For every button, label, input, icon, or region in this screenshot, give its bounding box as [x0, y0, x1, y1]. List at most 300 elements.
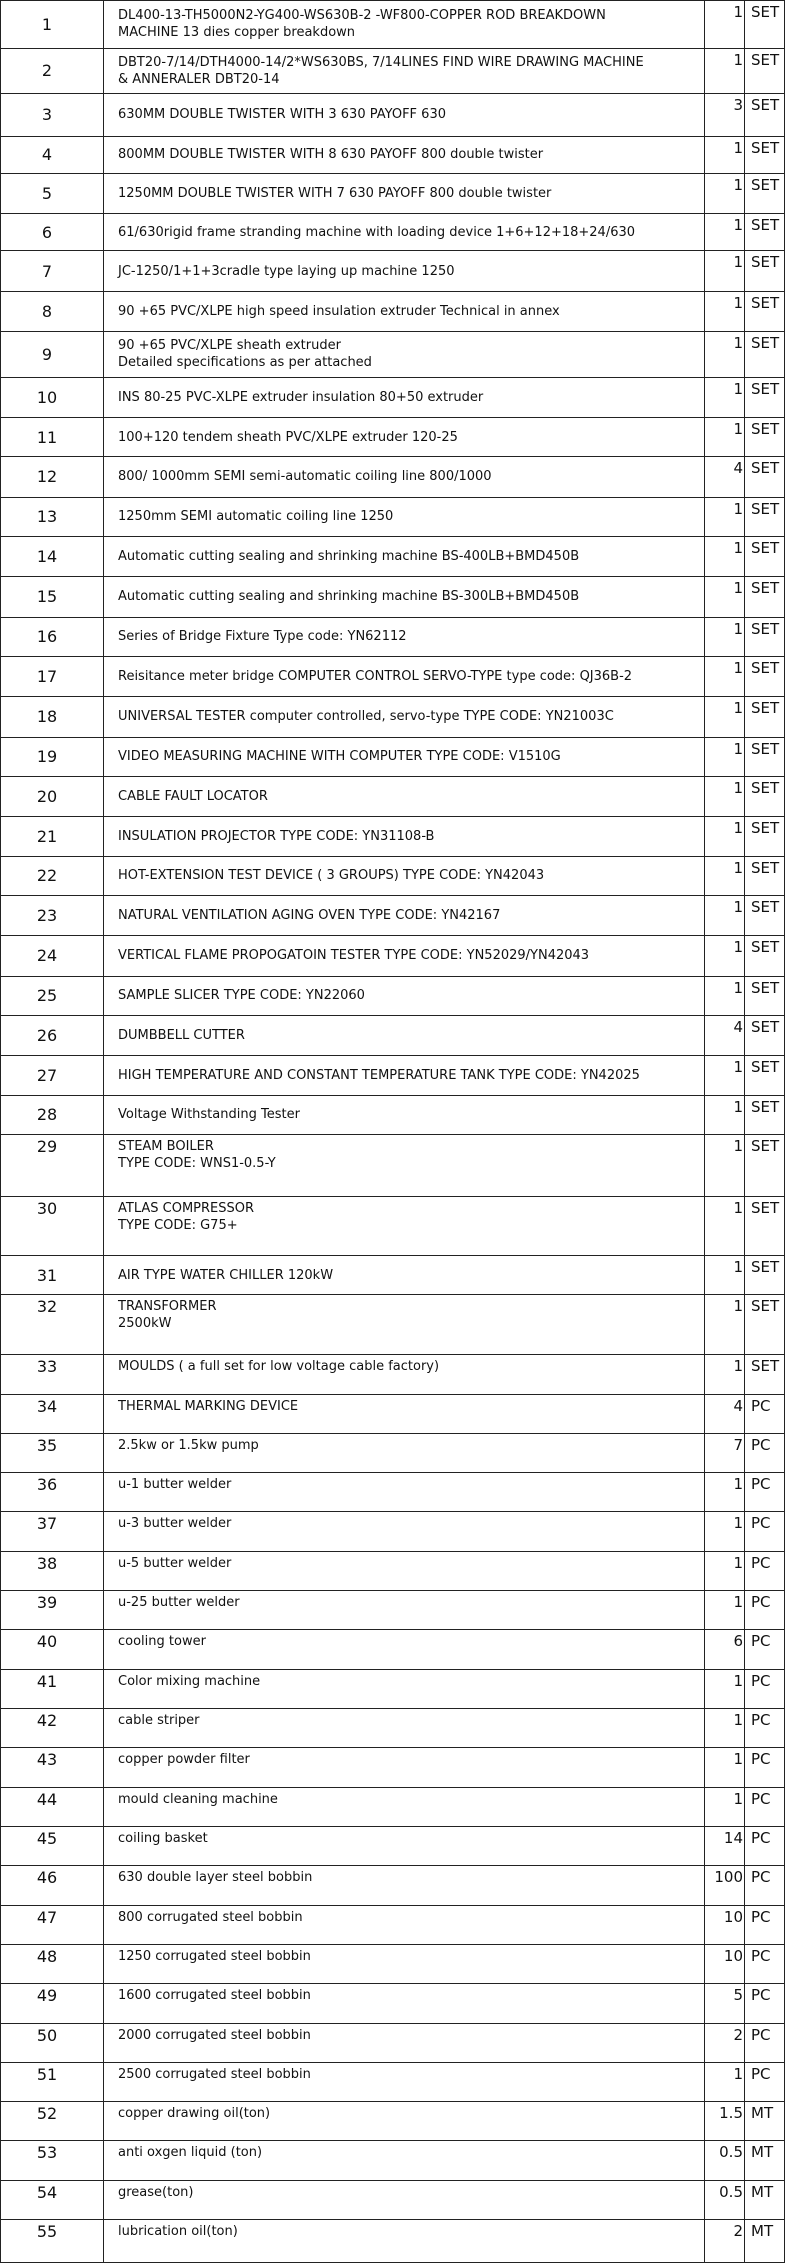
quantity-cell — [705, 737, 745, 776]
quantity-cell — [705, 1669, 745, 1708]
item-number-cell — [1, 2062, 104, 2101]
item-description-line: DL400-13-TH5000N2-YG400-WS630B-2 -WF800-COPPER ROD BREAKDOWN — [118, 8, 606, 24]
unit-value: SET — [751, 1058, 780, 1077]
quantity-cell — [705, 656, 745, 696]
table-row — [1, 251, 800, 291]
unit-value: MT — [751, 2143, 774, 2162]
item-description-line: TRANSFORMER — [118, 1299, 217, 1315]
item-description-line: STEAM BOILER — [118, 1138, 214, 1154]
table-row — [1, 1669, 800, 1708]
item-number: 26 — [36, 1026, 58, 1046]
item-number-cell — [1, 1787, 104, 1826]
row-edge-cell — [785, 1709, 800, 1748]
unit-value: PC — [751, 1986, 771, 2005]
unit-cell — [745, 936, 785, 976]
unit-value: SET — [751, 216, 780, 235]
item-number-cell — [1, 48, 104, 94]
item-description-line: 100+120 tendem sheath PVC/XLPE extruder 120-25 — [118, 429, 458, 445]
quantity-cell — [705, 1866, 745, 1905]
table-row — [1, 1630, 800, 1669]
item-number-cell — [1, 2180, 104, 2219]
quantity-cell — [705, 1512, 745, 1551]
unit-value: SET — [751, 778, 780, 797]
quantity-value: 1 — [733, 778, 743, 797]
unit-value: SET — [751, 1017, 780, 1036]
item-description-cell — [104, 1095, 705, 1134]
unit-value: PC — [751, 1946, 771, 1965]
item-number: 35 — [36, 1435, 58, 1455]
item-number-cell — [1, 1944, 104, 1983]
quantity-cell — [705, 497, 745, 536]
item-number-cell — [1, 377, 104, 417]
quantity-cell — [705, 2062, 745, 2101]
item-number-cell — [1, 332, 104, 378]
quantity-value: 2 — [733, 2222, 743, 2241]
item-description-cell — [104, 737, 705, 776]
quantity-cell — [705, 1095, 745, 1134]
quantity-cell — [705, 291, 745, 331]
row-edge-cell — [785, 617, 800, 656]
table-row — [1, 617, 800, 656]
quantity-cell — [705, 1433, 745, 1472]
quantity-cell — [705, 1473, 745, 1512]
row-edge-cell — [785, 697, 800, 737]
item-number-cell — [1, 1394, 104, 1433]
unit-cell — [745, 1512, 785, 1551]
item-description-cell — [104, 1056, 705, 1095]
item-description-line: 630MM DOUBLE TWISTER WITH 3 630 PAYOFF 630 — [118, 107, 446, 123]
item-number-cell — [1, 1355, 104, 1394]
quantity-cell — [705, 1591, 745, 1630]
item-description-cell — [104, 817, 705, 856]
unit-value: SET — [751, 293, 780, 312]
item-number: 33 — [36, 1357, 58, 1377]
quantity-value: 1 — [733, 1671, 743, 1690]
quantity-value: 1 — [733, 1553, 743, 1572]
table-row — [1, 1866, 800, 1905]
table-row — [1, 1709, 800, 1748]
item-number: 9 — [41, 344, 53, 364]
item-description-cell — [104, 856, 705, 895]
row-edge-cell — [785, 1, 800, 49]
item-description-line: TYPE CODE: G75+ — [118, 1217, 238, 1233]
item-number-cell — [1, 1295, 104, 1355]
unit-cell — [745, 1, 785, 49]
item-number-cell — [1, 2102, 104, 2141]
unit-cell — [745, 1433, 785, 1472]
quantity-value: 1 — [733, 938, 743, 957]
row-edge-cell — [785, 1787, 800, 1826]
row-edge-cell — [785, 936, 800, 976]
table-row — [1, 417, 800, 456]
unit-value: SET — [751, 978, 780, 997]
item-number: 55 — [36, 2222, 58, 2242]
unit-value: PC — [751, 1671, 771, 1690]
item-number: 27 — [36, 1065, 58, 1085]
item-description-line: u-25 butter welder — [118, 1595, 240, 1611]
item-description-line: 630 double layer steel bobbin — [118, 1870, 313, 1886]
item-description-line: DUMBBELL CUTTER — [118, 1028, 245, 1044]
row-edge-cell — [785, 173, 800, 213]
table-row — [1, 737, 800, 776]
item-description-cell — [104, 776, 705, 816]
table-row — [1, 1591, 800, 1630]
item-number-cell — [1, 737, 104, 776]
quantity-cell — [705, 776, 745, 816]
table-row — [1, 332, 800, 378]
row-edge-cell — [785, 536, 800, 576]
row-edge-cell — [785, 1866, 800, 1905]
table-body — [1, 1, 800, 2263]
item-number-cell — [1, 1984, 104, 2023]
item-number-cell — [1, 1591, 104, 1630]
quantity-cell — [705, 1295, 745, 1355]
unit-cell — [745, 2141, 785, 2180]
item-description-line: u-3 butter welder — [118, 1516, 232, 1532]
quantity-cell — [705, 136, 745, 173]
item-description-line: THERMAL MARKING DEVICE — [118, 1398, 299, 1414]
item-description-line: 90 +65 PVC/XLPE high speed insulation extruder Technical in annex — [118, 303, 560, 319]
quantity-cell — [705, 856, 745, 895]
unit-cell — [745, 417, 785, 456]
quantity-cell — [705, 1355, 745, 1394]
unit-value: PC — [751, 1553, 771, 1572]
row-edge-cell — [785, 1015, 800, 1055]
quantity-value: 1 — [733, 978, 743, 997]
quantity-cell — [705, 1826, 745, 1865]
item-number-cell — [1, 1433, 104, 1472]
unit-value: SET — [751, 50, 780, 69]
table-row — [1, 214, 800, 251]
item-description-line: 2500 corrugated steel bobbin — [118, 2066, 311, 2082]
quantity-cell — [705, 214, 745, 251]
table-row — [1, 2180, 800, 2219]
item-number: 23 — [36, 906, 58, 926]
unit-value: PC — [751, 1711, 771, 1730]
item-description-cell — [104, 417, 705, 456]
item-number: 4 — [41, 145, 53, 165]
item-description-line: u-1 butter welder — [118, 1477, 232, 1493]
unit-cell — [745, 1984, 785, 2023]
row-edge-cell — [785, 94, 800, 136]
item-description-cell — [104, 1591, 705, 1630]
table-row — [1, 457, 800, 497]
unit-cell — [745, 1551, 785, 1590]
table-row — [1, 1394, 800, 1433]
row-edge-cell — [785, 457, 800, 497]
quantity-cell — [705, 817, 745, 856]
quantity-value: 1 — [733, 419, 743, 438]
unit-cell — [745, 1255, 785, 1294]
unit-value: SET — [751, 739, 780, 758]
quantity-value: 10 — [723, 1946, 743, 1965]
item-number-cell — [1, 617, 104, 656]
quantity-cell — [705, 1630, 745, 1669]
item-description-line: NATURAL VENTILATION AGING OVEN TYPE CODE: YN42167 — [118, 908, 501, 924]
item-number: 44 — [36, 1789, 58, 1809]
quantity-cell — [705, 895, 745, 935]
item-description-cell — [104, 1669, 705, 1708]
unit-cell — [745, 1630, 785, 1669]
quantity-value: 1 — [733, 1198, 743, 1217]
unit-cell — [745, 214, 785, 251]
row-edge-cell — [785, 1433, 800, 1472]
item-description-cell — [104, 697, 705, 737]
row-edge-cell — [785, 737, 800, 776]
row-edge-cell — [785, 332, 800, 378]
unit-cell — [745, 1787, 785, 1826]
item-number: 11 — [36, 427, 58, 447]
unit-cell — [745, 2023, 785, 2062]
table-row — [1, 1255, 800, 1294]
item-description-cell — [104, 2023, 705, 2062]
unit-value: SET — [751, 819, 780, 838]
unit-cell — [745, 737, 785, 776]
unit-value: PC — [751, 1514, 771, 1533]
row-edge-cell — [785, 1984, 800, 2023]
unit-value: PC — [751, 1750, 771, 1769]
item-description-line: SAMPLE SLICER TYPE CODE: YN22060 — [118, 988, 365, 1004]
unit-value: SET — [751, 1097, 780, 1116]
unit-cell — [745, 1196, 785, 1255]
quantity-value: 5 — [733, 1986, 743, 2005]
table-row — [1, 536, 800, 576]
unit-value: SET — [751, 1357, 780, 1376]
unit-cell — [745, 976, 785, 1015]
table-row — [1, 656, 800, 696]
item-description-line: Series of Bridge Fixture Type code: YN62112 — [118, 629, 407, 645]
table-row — [1, 497, 800, 536]
unit-cell — [745, 251, 785, 291]
item-number-cell — [1, 1905, 104, 1944]
row-edge-cell — [785, 1512, 800, 1551]
unit-value: PC — [751, 1789, 771, 1808]
item-description-cell — [104, 497, 705, 536]
row-edge-cell — [785, 1056, 800, 1095]
table-row — [1, 377, 800, 417]
unit-value: SET — [751, 3, 780, 21]
table-row — [1, 1984, 800, 2023]
unit-cell — [745, 856, 785, 895]
unit-cell — [745, 656, 785, 696]
item-description-cell — [104, 1748, 705, 1787]
unit-value: SET — [751, 897, 780, 916]
item-number: 5 — [41, 183, 53, 203]
item-description-line: HIGH TEMPERATURE AND CONSTANT TEMPERATURE TANK TYPE CODE: YN42025 — [118, 1067, 640, 1083]
item-number-cell — [1, 817, 104, 856]
row-edge-cell — [785, 291, 800, 331]
item-description-line: 2000 corrugated steel bobbin — [118, 2027, 311, 2043]
item-description-line: DBT20-7/14/DTH4000-14/2*WS630BS, 7/14LINES FIND WIRE DRAWING MACHINE — [118, 54, 644, 70]
unit-value: SET — [751, 1257, 780, 1276]
item-description-cell — [104, 1944, 705, 1983]
row-edge-cell — [785, 497, 800, 536]
item-description-line: UNIVERSAL TESTER computer controlled, servo-type TYPE CODE: YN21003C — [118, 709, 614, 725]
quantity-value: 0.5 — [719, 2143, 743, 2162]
item-description-line: 800/ 1000mm SEMI semi-automatic coiling line 800/1000 — [118, 469, 492, 485]
table-row — [1, 94, 800, 136]
item-description-cell — [104, 1473, 705, 1512]
row-edge-cell — [785, 1826, 800, 1865]
unit-value: SET — [751, 253, 780, 272]
unit-cell — [745, 1866, 785, 1905]
row-edge-cell — [785, 817, 800, 856]
unit-cell — [745, 776, 785, 816]
unit-value: SET — [751, 499, 780, 518]
quantity-value: 1 — [733, 1711, 743, 1730]
row-edge-cell — [785, 2023, 800, 2062]
quantity-value: 4 — [733, 1017, 743, 1036]
unit-cell — [745, 895, 785, 935]
item-number-cell — [1, 536, 104, 576]
row-edge-cell — [785, 1630, 800, 1669]
quantity-cell — [705, 2180, 745, 2219]
quantity-cell — [705, 377, 745, 417]
quantity-value: 1 — [733, 1297, 743, 1316]
item-description-cell — [104, 214, 705, 251]
row-edge-cell — [785, 1295, 800, 1355]
item-number: 20 — [36, 787, 58, 807]
table-row — [1, 1, 800, 49]
quantity-cell — [705, 332, 745, 378]
item-number: 22 — [36, 866, 58, 886]
item-description-line: 1250mm SEMI automatic coiling line 1250 — [118, 509, 394, 525]
unit-value: SET — [751, 858, 780, 877]
item-number: 12 — [36, 467, 58, 487]
item-number: 53 — [36, 2143, 58, 2163]
table-row — [1, 1512, 800, 1551]
quantity-cell — [705, 1787, 745, 1826]
item-description-line: CABLE FAULT LOCATOR — [118, 789, 268, 805]
row-edge-cell — [785, 1255, 800, 1294]
item-description-cell — [104, 1984, 705, 2023]
unit-value: PC — [751, 1828, 771, 1847]
quantity-cell — [705, 617, 745, 656]
item-number-cell — [1, 577, 104, 617]
item-number: 19 — [36, 747, 58, 767]
item-description-line: 1250 corrugated steel bobbin — [118, 1948, 311, 1964]
quantity-value: 1 — [733, 658, 743, 677]
unit-value: PC — [751, 1868, 771, 1887]
quantity-cell — [705, 94, 745, 136]
item-description-cell — [104, 251, 705, 291]
item-description-line: MOULDS ( a full set for low voltage cable factory) — [118, 1359, 440, 1375]
item-description-cell — [104, 936, 705, 976]
item-number-cell — [1, 497, 104, 536]
quantity-cell — [705, 1944, 745, 1983]
quantity-cell — [705, 536, 745, 576]
table-row — [1, 1355, 800, 1394]
quantity-value: 1 — [733, 216, 743, 235]
item-number: 39 — [36, 1593, 58, 1613]
item-number: 34 — [36, 1396, 58, 1416]
unit-value: SET — [751, 175, 780, 194]
item-number: 48 — [36, 1946, 58, 1966]
quantity-value: 1 — [733, 293, 743, 312]
row-edge-cell — [785, 1748, 800, 1787]
quantity-value: 1 — [733, 3, 743, 21]
row-edge-cell — [785, 1944, 800, 1983]
row-edge-cell — [785, 417, 800, 456]
quantity-value: 1 — [733, 1789, 743, 1808]
table-row — [1, 1944, 800, 1983]
item-description-line: anti oxgen liquid (ton) — [118, 2145, 263, 2161]
item-number: 1 — [41, 14, 53, 34]
table-row — [1, 697, 800, 737]
item-description-cell — [104, 536, 705, 576]
table-row — [1, 936, 800, 976]
unit-cell — [745, 617, 785, 656]
quantity-cell — [705, 1, 745, 49]
item-number: 28 — [36, 1105, 58, 1125]
item-description-cell — [104, 976, 705, 1015]
row-edge-cell — [785, 1134, 800, 1196]
item-description-line: copper drawing oil(ton) — [118, 2106, 271, 2122]
unit-value: SET — [751, 96, 780, 115]
item-description-cell — [104, 1905, 705, 1944]
item-description-cell — [104, 1355, 705, 1394]
unit-cell — [745, 817, 785, 856]
item-number-cell — [1, 136, 104, 173]
quantity-value: 4 — [733, 459, 743, 478]
unit-cell — [745, 457, 785, 497]
quantity-cell — [705, 173, 745, 213]
quantity-cell — [705, 2220, 745, 2263]
item-number-cell — [1, 895, 104, 935]
item-number: 50 — [36, 2025, 58, 2045]
item-description-cell — [104, 2102, 705, 2141]
quantity-value: 1 — [733, 819, 743, 838]
item-description-cell — [104, 2220, 705, 2263]
item-description-cell — [104, 1866, 705, 1905]
unit-cell — [745, 1056, 785, 1095]
unit-cell — [745, 1591, 785, 1630]
table-row — [1, 895, 800, 935]
row-edge-cell — [785, 776, 800, 816]
unit-cell — [745, 1473, 785, 1512]
item-description-line: Reisitance meter bridge COMPUTER CONTROL SERVO-TYPE type code: QJ36B-2 — [118, 669, 633, 685]
table-row — [1, 577, 800, 617]
item-number: 17 — [36, 667, 58, 687]
quantity-cell — [705, 1905, 745, 1944]
item-description-cell — [104, 1433, 705, 1472]
item-description-line: mould cleaning machine — [118, 1791, 278, 1807]
item-description-cell — [104, 1295, 705, 1355]
item-number: 54 — [36, 2182, 58, 2202]
item-description-cell — [104, 617, 705, 656]
item-description-line: VERTICAL FLAME PROPOGATOIN TESTER TYPE CODE: YN52029/YN42043 — [118, 948, 590, 964]
item-description-cell — [104, 2062, 705, 2101]
item-number-cell — [1, 1, 104, 49]
quantity-value: 1 — [733, 175, 743, 194]
quantity-value: 4 — [733, 1396, 743, 1415]
row-edge-cell — [785, 1355, 800, 1394]
quantity-value: 1 — [733, 619, 743, 638]
table-row — [1, 1056, 800, 1095]
quantity-value: 1 — [733, 1257, 743, 1276]
item-number: 45 — [36, 1828, 58, 1848]
row-edge-cell — [785, 2062, 800, 2101]
unit-value: PC — [751, 1907, 771, 1926]
unit-cell — [745, 1015, 785, 1055]
table-row — [1, 817, 800, 856]
quantity-value: 100 — [714, 1868, 743, 1887]
item-number: 47 — [36, 1907, 58, 1927]
unit-cell — [745, 1394, 785, 1433]
unit-value: MT — [751, 2182, 774, 2201]
unit-value: SET — [751, 619, 780, 638]
item-number-cell — [1, 417, 104, 456]
